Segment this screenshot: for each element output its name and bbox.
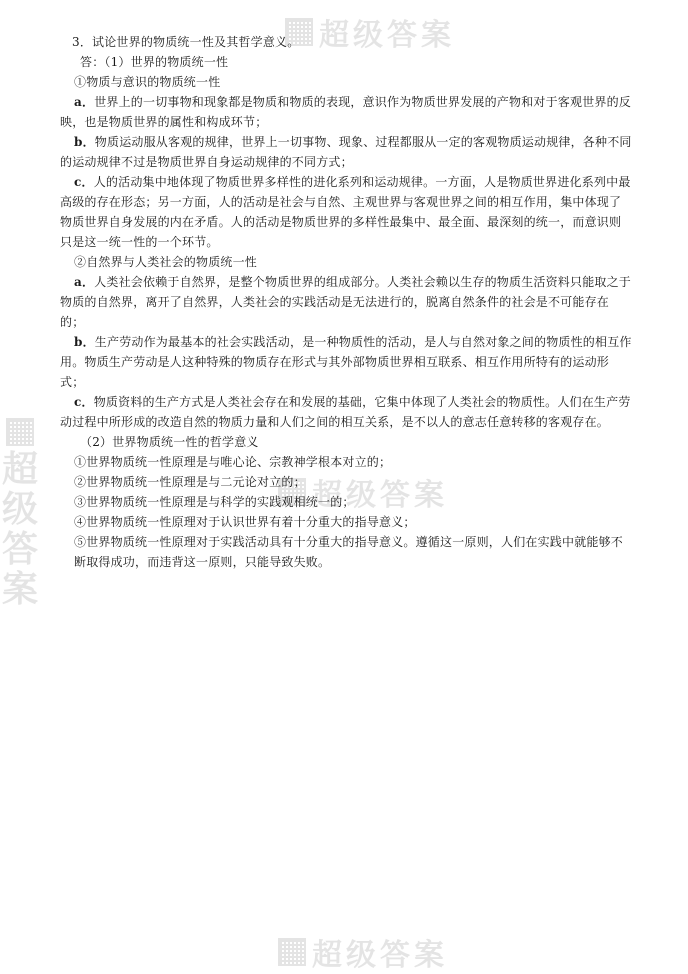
- watermark-char: 案: [2, 569, 39, 610]
- section-title: （2）世界物质统一性的哲学意义: [80, 435, 259, 449]
- answer-intro: 答：（1）世界的物质统一性: [80, 55, 229, 69]
- item-text: 物质资料的生产方式是人类社会存在和发展的基础，它集中体现了人类社会的物质性。人们在生产劳动过程中所形成的改造自然的物质力量和人们之间的相互关系，是不以人的意志任意转移的客观存在。: [60, 395, 631, 429]
- item-label: a．: [74, 95, 95, 109]
- item-text: 人的活动集中地体现了物质世界多样性的进化系列和运动规律。一方面，人是物质世界进化系列中最高级的存在形态；另一方面，人的活动是社会与自然、主观世界与客观世界之间的相互作用，集中体现了物质世界自身发展的内在矛盾。人的活动是物质世界的多样性最集中、最全面、最深刻的统一，而意识则只是这一统一性的一个环节。: [60, 175, 631, 249]
- watermark-left-vertical: [2, 418, 38, 610]
- item-text: 生产劳动作为最基本的社会实践活动，是一种物质性的活动，是人与自然对象之间的物质性的相互作用。物质生产劳动是人这种特殊的物质存在形式与其外部物质世界相互联系、相互作用所特有的运动形式；: [60, 335, 632, 389]
- item-label: b．: [74, 335, 95, 349]
- watermark-char: 答: [2, 529, 39, 570]
- subsection-title: ①物质与意识的物质统一性: [74, 75, 221, 89]
- watermark-char: 超: [2, 449, 39, 490]
- item-label: a．: [74, 275, 95, 289]
- item-text: 物质运动服从客观的规律，世界上一切事物、现象、过程都服从一定的客观物质运动规律，各种不同的运动规律不过是物质世界自身运动规律的不同方式；: [60, 135, 632, 169]
- item-label: c．: [74, 175, 94, 189]
- list-item: ②世界物质统一性原理是与二元论对立的；: [74, 475, 306, 489]
- watermark-text: 超级答案: [312, 478, 448, 513]
- list-item: ③世界物质统一性原理是与科学的实践观相统一的；: [74, 495, 355, 509]
- item-label: b．: [74, 135, 95, 149]
- subsection-title: ②自然界与人类社会的物质统一性: [74, 255, 258, 269]
- watermark-bottom: [278, 930, 448, 974]
- list-item: ④世界物质统一性原理对于认识世界有着十分重大的指导意义；: [74, 515, 416, 529]
- qr-code-icon: [278, 938, 306, 966]
- paragraph-2c: [60, 392, 632, 432]
- paragraph-1c: [60, 172, 632, 252]
- item-text: 世界上的一切事物和现象都是物质和物质的表现，意识作为物质世界发展的产物和对于客观世界的反映，也是物质世界的属性和构成环节；: [60, 95, 631, 129]
- watermark-char: 级: [2, 489, 39, 530]
- paragraph-1b: [60, 132, 632, 172]
- qr-code-icon: [6, 418, 34, 446]
- item-text: 人类社会依赖于自然界，是整个物质世界的组成部分。人类社会赖以生存的物质生活资料只能取之于物质的自然界，离开了自然界，人类社会的实践活动是无法进行的，脱离自然条件的社会是不可能存在的；: [60, 275, 631, 329]
- paragraph-1a: [60, 92, 632, 132]
- document-body: [60, 32, 632, 572]
- item-label: c．: [74, 395, 94, 409]
- watermark-text: 超级答案: [319, 18, 455, 53]
- list-item: ①世界物质统一性原理是与唯心论、宗教神学根本对立的；: [74, 455, 392, 469]
- watermark-text: 超级答案: [312, 938, 448, 973]
- paragraph-2b: [60, 332, 632, 392]
- list-item: ⑤世界物质统一性原理对于实践活动具有十分重大的指导意义。遵循这一原则，人们在实践中就能够不断取得成功，而违背这一原则，只能导致失败。: [74, 535, 624, 569]
- question-heading: 3．试论世界的物质统一性及其哲学意义。: [72, 35, 300, 49]
- paragraph-2a: [60, 272, 632, 332]
